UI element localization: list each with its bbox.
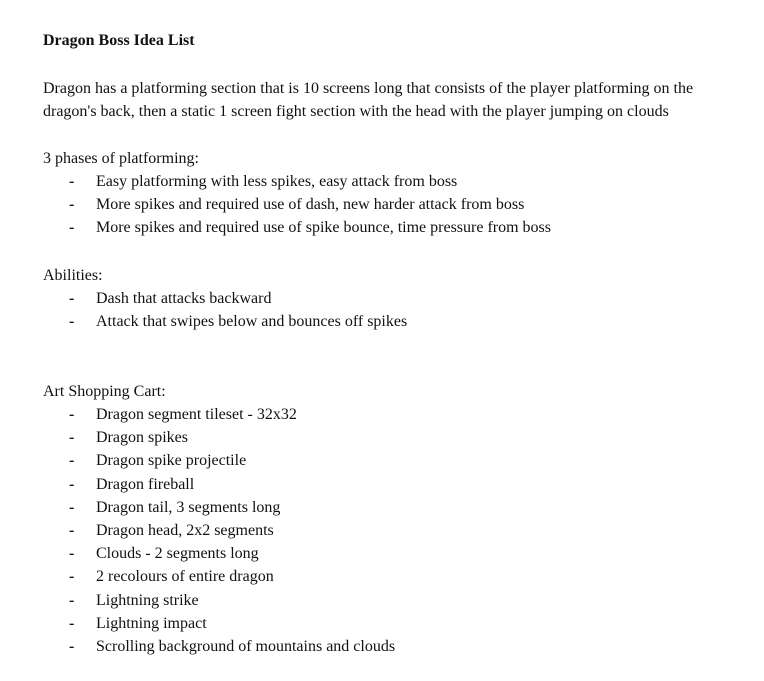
bullet-list	[43, 170, 743, 240]
list-item-text: Scrolling background of mountains and clouds	[96, 638, 396, 656]
list-item	[43, 403, 743, 426]
list-item	[43, 426, 743, 449]
bullet-dash: -	[69, 638, 75, 656]
bullet-dash: -	[69, 219, 75, 237]
list-item	[43, 635, 743, 658]
bullet-dash: -	[69, 591, 75, 609]
list-item	[43, 216, 743, 239]
list-item	[43, 449, 743, 472]
list-item	[43, 170, 743, 193]
list-item	[43, 496, 743, 519]
section-heading: Abilities:	[43, 266, 103, 284]
bullet-dash: -	[69, 498, 75, 516]
bullet-dash: -	[69, 196, 75, 214]
section-heading: Art Shopping Cart:	[43, 383, 166, 401]
list-item	[43, 565, 743, 588]
list-item	[43, 310, 743, 333]
list-item-text: Attack that swipes below and bounces off spikes	[96, 312, 408, 330]
list-item	[43, 287, 743, 310]
bullet-list	[43, 403, 743, 658]
section-abilities	[43, 264, 743, 333]
list-item-text: Dragon fireball	[96, 475, 195, 493]
bullet-dash: -	[69, 452, 75, 470]
bullet-dash: -	[69, 475, 75, 493]
intro-paragraph: Dragon has a platforming section that is 10 screens long that consists of the player platforming on the dragon's back, then a static 1 screen fight section with the head with the player jumping on clouds	[43, 80, 694, 120]
list-item-text: Easy platforming with less spikes, easy attack from boss	[96, 173, 458, 190]
list-item-text: Lightning impact	[96, 614, 207, 632]
list-item	[43, 589, 743, 612]
bullet-dash: -	[69, 312, 75, 330]
list-item-text: 2 recolours of entire dragon	[96, 568, 274, 586]
bullet-dash: -	[69, 614, 75, 632]
list-item-text: Dragon head, 2x2 segments	[96, 522, 274, 540]
list-item-text: Lightning strike	[96, 591, 199, 609]
list-item-text: More spikes and required use of spike bounce, time pressure from boss	[96, 219, 551, 237]
list-item-text: Dragon spike projectile	[96, 452, 247, 470]
list-item-text: Dragon tail, 3 segments long	[96, 498, 281, 516]
list-item	[43, 519, 743, 542]
list-item-text: Clouds - 2 segments long	[96, 545, 259, 563]
bullet-dash: -	[69, 289, 75, 307]
bullet-dash: -	[69, 545, 75, 563]
bullet-dash: -	[69, 173, 75, 190]
list-item	[43, 473, 743, 496]
bullet-dash: -	[69, 568, 75, 586]
section-platforming-phases	[43, 147, 743, 240]
list-item	[43, 542, 743, 565]
list-item	[43, 193, 743, 216]
list-item-text: Dragon segment tileset - 32x32	[96, 406, 297, 424]
list-item	[43, 612, 743, 635]
list-item-text: More spikes and required use of dash, new harder attack from boss	[96, 196, 525, 214]
section-art-shopping-cart	[43, 380, 743, 658]
section-heading: 3 phases of platforming:	[43, 150, 199, 167]
list-item-text: Dash that attacks backward	[96, 289, 272, 307]
bullet-dash: -	[69, 406, 75, 424]
bullet-dash: -	[69, 522, 75, 540]
document-body	[43, 31, 743, 658]
bullet-dash: -	[69, 429, 75, 447]
document-title: Dragon Boss Idea List	[43, 32, 195, 49]
bullet-list	[43, 287, 743, 333]
list-item-text: Dragon spikes	[96, 429, 188, 447]
